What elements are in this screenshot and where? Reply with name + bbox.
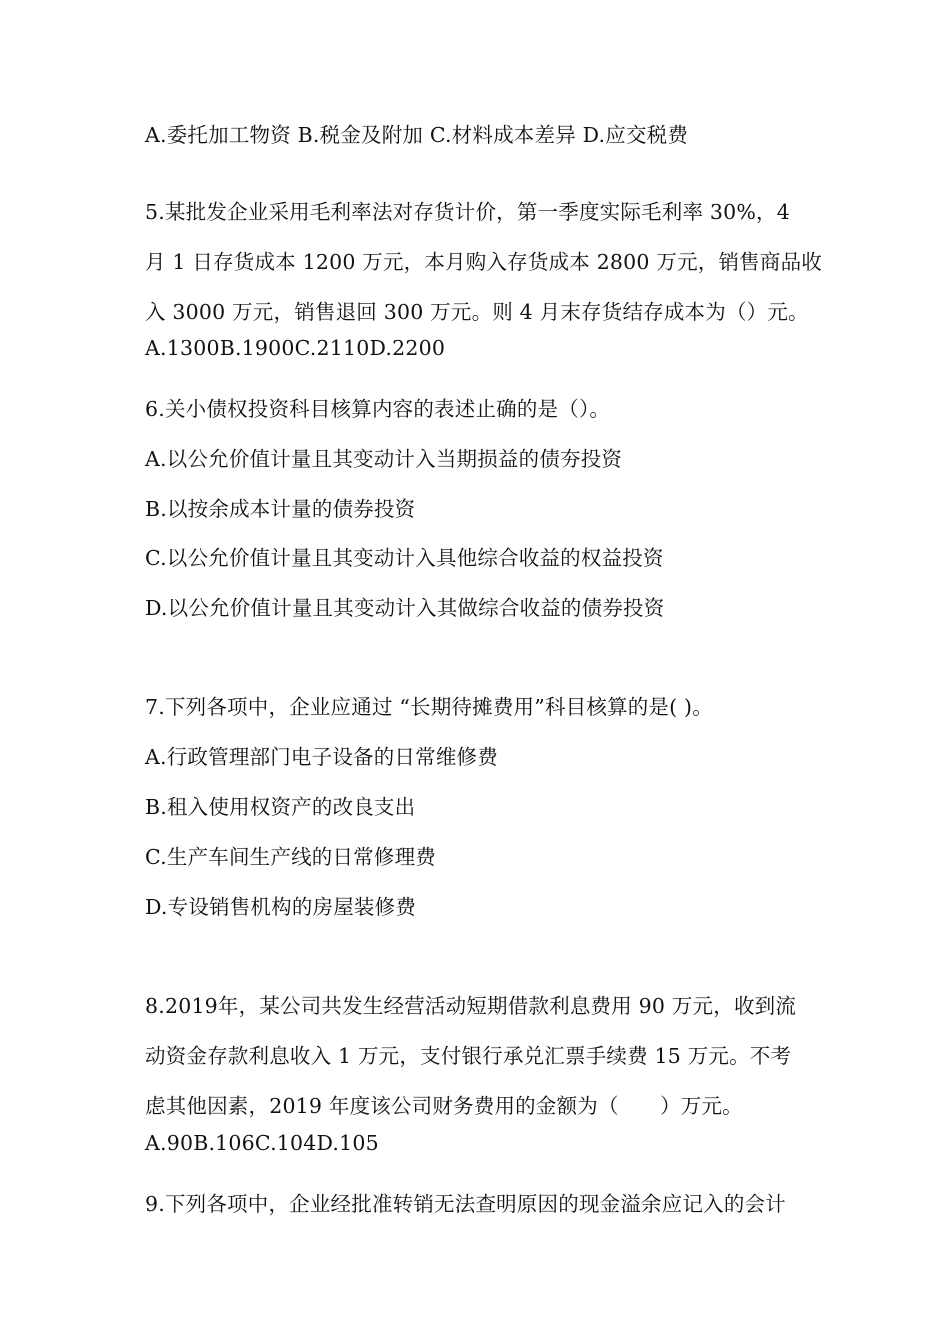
q5-stem-line-1: 5.某批发企业采用毛利率法对存货计价，第一季度实际毛利率 30%，4: [145, 200, 790, 224]
q8-stem-line-1: 8.2019年，某公司共发生经营活动短期借款利息费用 90 万元，收到流: [145, 994, 797, 1018]
q7-option-d: D.专设销售机构的房屋装修费: [145, 895, 417, 919]
q5-options: A.1300B.1900C.2110D.2200: [145, 336, 446, 360]
q6-option-a: A.以公允价值计量且其变动计入当期损益的债夯投资: [145, 447, 623, 471]
q6-stem: 6.关小债权投资科目核算内容的表述止确的是（）。: [145, 397, 611, 421]
q5-stem-line-2: 月 1 日存货成本 1200 万元，本月购入存货成本 2800 万元，销售商品收: [145, 250, 822, 274]
q5-stem-line-3: 入 3000 万元，销售退回 300 万元。则 4 月末存货结存成本为（）元。: [145, 300, 809, 324]
q9-stem-line-1: 9.下列各项中，企业经批准转销无法查明原因的现金溢余应记入的会计: [145, 1192, 786, 1216]
q7-option-b: B.租入使用权资产的改良支出: [145, 795, 416, 819]
q6-option-b: B.以按余成本计量的债券投资: [145, 497, 416, 521]
q7-option-c: C.生产车间生产线的日常修理费: [145, 845, 436, 869]
q7-option-a: A.行政管理部门电子设备的日常维修费: [145, 745, 498, 769]
q7-stem: 7.下列各项中，企业应通过 “长期待摊费用”科目核算的是( )。: [145, 695, 713, 719]
q6-option-c: C.以公允价值计量且其变动计入具他综合收益的权益投资: [145, 546, 664, 570]
q8-stem-line-3: 虑其他因素，2019 年度该公司财务费用的金额为（ ）万元。: [145, 1094, 743, 1118]
q4-options: A.委托加工物资 B.税金及附加 C.材料成本差异 D.应交税费: [145, 123, 689, 147]
q6-option-d: D.以公允价值计量且其变动计入其做综合收益的债券投资: [145, 596, 665, 620]
q8-options: A.90B.106C.104D.105: [145, 1131, 379, 1155]
q8-stem-line-2: 动资金存款利息收入 1 万元，支付银行承兑汇票手续费 15 万元。不考: [145, 1044, 792, 1068]
